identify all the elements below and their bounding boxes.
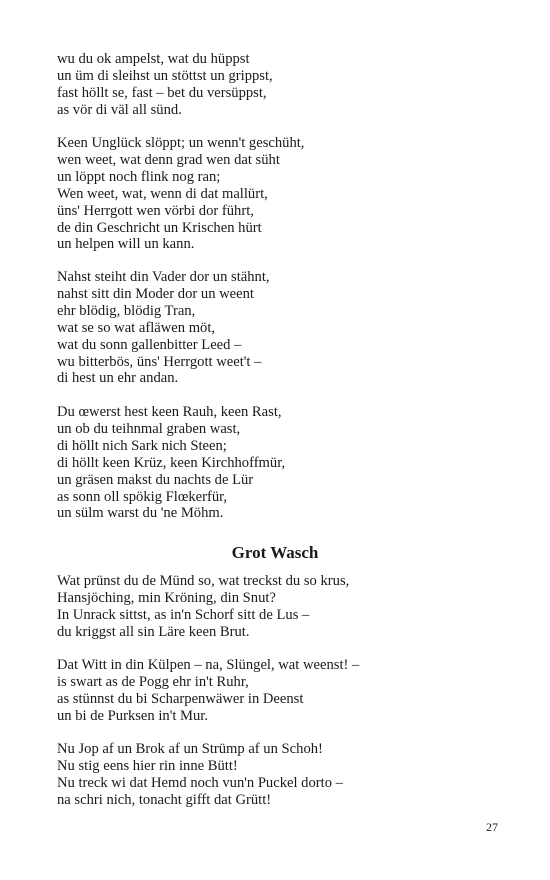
verse-line: ehr blödig, blödig Tran, [57,302,196,319]
verse-line: üns' Herrgott wen vörbi dor führt, [57,202,254,219]
verse-line: de din Geschricht un Krischen hürt [57,219,262,236]
poem1-stanza-3 [57,269,497,387]
poem1-stanza-1 [57,51,497,119]
verse-line: Keen Unglück slöppt; un wenn't geschüht, [57,135,305,151]
verse-line: Nu Jop af un Brok af un Strümp af un Schoh! [57,741,323,757]
verse-line: un bi de Purksen in't Mur. [57,707,208,724]
verse-line: wat du sonn gallenbitter Leed – [57,336,242,353]
verse-line: un üm di sleihst un stöttst un grippst, [57,67,273,84]
verse-line: wu du ok ampelst, wat du hüppst [57,51,250,67]
poem2-stanza-2 [57,657,497,725]
verse-line: Nu stig eens hier rin inne Bütt! [57,757,238,774]
verse-line: Wen weet, wat, wenn di dat mallürt, [57,185,268,202]
verse-line: un ob du teihnmal graben wast, [57,420,241,437]
verse-line: Nahst steiht din Vader dor un stähnt, [57,269,270,285]
verse-line: na schri nich, tonacht gifft dat Grütt! [57,791,272,808]
verse-line: as vör di väl all sünd. [57,101,182,118]
verse-line: In Unrack sittst, as in'n Schorf sitt de Lus – [57,606,310,623]
verse-line: as sonn oll spökig Flœkerfür, [57,488,228,505]
verse-line: Du œwerst hest keen Rauh, keen Rast, [57,404,282,420]
verse-line: wu bitterbös, üns' Herrgott weet't – [57,353,262,370]
verse-line: is swart as de Pogg ehr in't Ruhr, [57,673,249,690]
poem2-stanza-1 [57,573,497,641]
verse-line: un löppt noch flink nog ran; [57,168,221,185]
verse-line: di höllt nich Sark nich Steen; [57,437,227,454]
verse-line: di höllt keen Krüz, keen Kirchhoffmür, [57,454,286,471]
verse-line: du kriggst all sin Läre keen Brut. [57,623,250,640]
poem1-stanza-4 [57,404,497,522]
verse-line: di hest un ehr andan. [57,370,179,387]
verse-line: un sülm warst du 'ne Möhm. [57,505,224,522]
poem2-stanza-3 [57,741,497,809]
verse-line: fast höllt se, fast – bet du versüppst, [57,84,267,101]
verse-line: Dat Witt in din Külpen – na, Slüngel, wat weenst! – [57,657,360,673]
poem1-stanza-2 [57,135,497,253]
poem-title: Grot Wasch [231,543,319,562]
verse-line: Nu treck wi dat Hemd noch vun'n Puckel dorto – [57,774,343,791]
verse-line: un helpen will un kann. [57,236,195,253]
page-number: 27 [486,820,498,834]
verse-line: Wat prünst du de Münd so, wat treckst du so krus, [57,573,350,589]
verse-line: nahst sitt din Moder dor un weent [57,285,254,302]
verse-line: wen weet, wat denn grad wen dat süht [57,151,280,168]
verse-line: Hansjöching, min Kröning, din Snut? [57,589,276,606]
verse-line: un gräsen makst du nachts de Lür [57,471,254,488]
verse-line: as stünnst du bi Scharpenwäwer in Deenst [57,690,304,707]
verse-line: wat se so wat afläwen möt, [57,319,216,336]
